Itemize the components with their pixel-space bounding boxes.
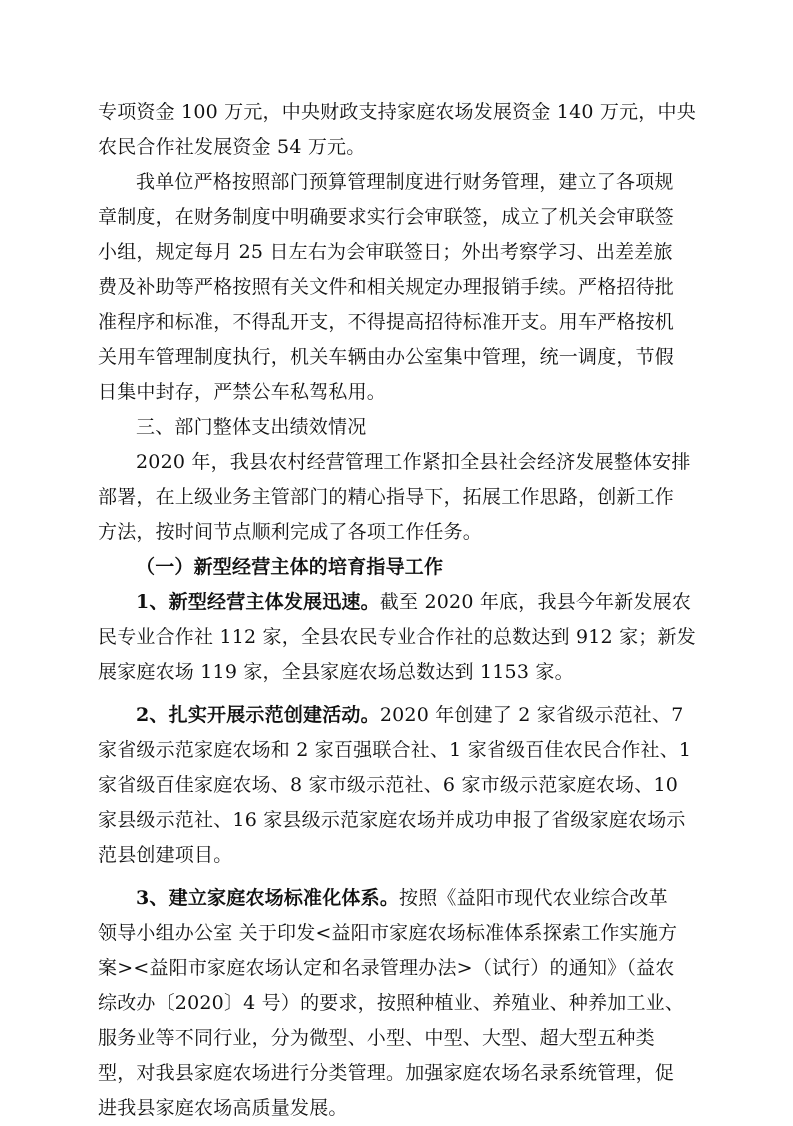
item2-line-4: 家县级示范社、16 家县级示范家庭农场并成功申报了省级家庭农场示 (98, 809, 686, 831)
section3-heading: 三、部门整体支出绩效情况 (136, 416, 367, 438)
para2-line-5: 准程序和标准，不得乱开支，不得提高招待标准开支。用车严格按机 (98, 311, 675, 333)
item1-line-1 (98, 585, 702, 620)
item2-line-2: 家省级示范家庭农场和 2 家百强联合社、1 家省级百佳农民合作社、1 (98, 739, 692, 761)
para2-line-2: 章制度，在财务制度中明确要求实行会审联签，成立了机关会审联签 (98, 206, 675, 228)
para1-line-1: 专项资金 100 万元，中央财政支持家庭农场发展资金 140 万元，中央 (98, 101, 696, 123)
para2-line-3: 小组，规定每月 25 日左右为会审联签日；外出考察学习、出差差旅 (98, 241, 673, 263)
item3-title: 3、建立家庭农场标准化体系。 (136, 887, 400, 909)
item3-line-6: 型，对我县家庭农场进行分类管理。加强家庭农场名录系统管理，促 (98, 1062, 675, 1084)
para2-line-4: 费及补助等严格按照有关文件和相关规定办理报销手续。严格招待批 (98, 276, 675, 298)
item1-text: 截至 2020 年底，我县今年新发展农 (379, 591, 692, 613)
document-page (98, 95, 702, 1126)
item-gap (98, 690, 702, 698)
item3-line-2: 领导小组办公室 关于印发<益阳市家庭农场标准体系探索工作实施方 (98, 922, 678, 944)
item3-text: 按照《益阳市现代农业综合改革 (399, 887, 668, 909)
item2-line-1 (98, 698, 702, 733)
para2-line-7: 日集中封存，严禁公车私驾私用。 (98, 381, 387, 403)
item2-text: 2020 年创建了 2 家省级示范社、7 (379, 704, 684, 726)
item2-line-3: 家省级百佳家庭农场、8 家市级示范社、6 家市级示范家庭农场、10 (98, 774, 679, 796)
item3-line-7: 进我县家庭农场高质量发展。 (98, 1097, 348, 1119)
item1-title: 1、新型经营主体发展迅速。 (136, 591, 380, 613)
para2-line-1: 我单位严格按照部门预算管理制度进行财务管理，建立了各项规 (136, 171, 674, 193)
para2-line-6: 关用车管理制度执行，机关车辆由办公室集中管理，统一调度，节假 (98, 346, 675, 368)
item1-line-3: 展家庭农场 119 家，全县家庭农场总数达到 1153 家。 (98, 661, 574, 683)
item-gap (98, 873, 702, 881)
item2-title: 2、扎实开展示范创建活动。 (136, 704, 380, 726)
item3-line-1 (98, 881, 702, 916)
subsection1-heading: （一）新型经营主体的培育指导工作 (136, 556, 444, 578)
para1-line-2: 农民合作社发展资金 54 万元。 (98, 136, 366, 158)
item3-line-3: 案><益阳市家庭农场认定和名录管理办法>（试行）的通知》（益农 (98, 957, 675, 979)
item3-line-5: 服务业等不同行业，分为微型、小型、中型、大型、超大型五种类 (98, 1027, 655, 1049)
para3-line-2: 部署，在上级业务主管部门的精心指导下，拓展工作思路，创新工作 (98, 486, 675, 508)
item3-line-4: 综改办〔2020〕4 号）的要求，按照种植业、养殖业、种养加工业、 (98, 992, 685, 1014)
item1-line-2: 民专业合作社 112 家，全县农民专业合作社的总数达到 912 家；新发 (98, 626, 696, 648)
para3-line-1: 2020 年，我县农村经营管理工作紧扣全县社会经济发展整体安排 (136, 451, 691, 473)
para3-line-3: 方法，按时间节点顺利完成了各项工作任务。 (98, 521, 483, 543)
item2-line-5: 范县创建项目。 (98, 844, 233, 866)
